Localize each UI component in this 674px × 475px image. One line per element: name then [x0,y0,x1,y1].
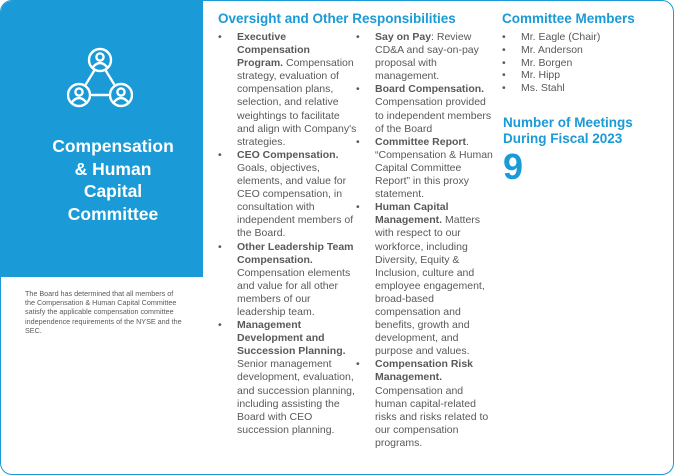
bullet-icon: • [502,31,506,43]
bullet-icon: • [356,83,360,96]
member-name: Mr. Hipp [521,69,561,82]
meetings-count: 9 [503,146,524,187]
responsibility-item [218,31,358,149]
bullet-icon: • [218,148,222,161]
meetings-heading: Number of Meetings During Fiscal 2023 [503,115,633,146]
bullet-icon: • [356,358,360,371]
member-item [502,82,600,95]
bullet-icon: • [502,43,506,56]
responsibility-text: Compensation elements and value for all other members of our leadership team. [237,266,351,318]
committee-title: Compensation & Human Capital Committee [52,136,174,224]
bullet-icon: • [502,56,506,69]
responsibility-title: Management Development and Succession Planning. [237,319,346,358]
responsibility-title: Other Leadership Team Compensation. [237,240,354,266]
bullet-icon: • [218,31,222,43]
oversight-heading: Oversight and Other Responsibilities [218,11,456,26]
responsibility-item [218,319,358,437]
responsibility-text: Compensation and human capital-related risks and risks related to our compensation programs. [375,384,489,449]
responsibility-item [218,149,358,241]
responsibility-item [356,358,494,450]
member-item [502,31,600,44]
bullet-icon: • [218,240,222,253]
responsibility-text: Compensation strategy, evaluation of compensation plans, selection, and relative weightings to facilitate and align with Company's strategies. [237,57,357,148]
responsibility-title: Compensation Risk Management. [375,358,474,384]
responsibility-item [356,201,494,358]
member-name: Mr. Anderson [521,43,583,56]
responsibility-title: Committee Report [375,135,467,148]
responsibility-title: Executive Compensation Program. [237,31,310,70]
bullet-icon: • [502,82,506,95]
responsibility-item [356,83,494,135]
bullet-icon: • [502,69,506,82]
member-item [502,57,600,70]
members-heading: Committee Members [502,11,635,26]
responsibility-text: . “Compensation & Human Capital Committee Report” in this proxy statement. [375,135,493,201]
bullet-icon: • [218,319,222,332]
independence-footnote: The Board has determined that all members of the Compensation & Human Capital Committee satisfy the applicable compensation committee independence requirements of the NYSE and the SEC. [25,289,182,335]
responsibility-title: Human Capital Management. [375,201,449,227]
member-name: Ms. Stahl [521,82,565,95]
people-network-icon [67,47,133,109]
responsibility-item [356,136,494,201]
bullet-icon: • [356,31,360,43]
responsibility-text: Senior management development, evaluation, and succession planning, including assisting the Board with CEO succession planning. [237,358,355,436]
responsibility-title: CEO Compensation. [237,148,339,161]
responsibility-item [218,241,358,320]
responsibility-text: : Review CD&A and say-on-pay proposal with management. [375,31,479,83]
responsibilities-column-2 [356,31,494,450]
responsibility-text: Compensation provided to independent members of the Board [375,96,492,135]
responsibility-title: Say on Pay [375,31,432,43]
responsibilities-column-1 [218,31,358,437]
bullet-icon: • [356,135,360,148]
member-name: Mr. Borgen [521,56,573,69]
responsibility-title: Board Compensation. [375,83,485,96]
bullet-icon: • [356,201,360,214]
member-item [502,69,600,82]
responsibility-item [356,31,494,83]
members-list [502,31,600,95]
member-name: Mr. Eagle (Chair) [521,31,601,43]
committee-panel [1,1,203,277]
member-item [502,44,600,57]
responsibility-text: Matters with respect to our workforce, including Diversity, Equity & Inclusion, culture and employee engagement, broad-based compensation and benefits, growth and development, and purpose and values. [375,214,485,358]
responsibility-text: Goals, objectives, elements, and value for CEO compensation, in consultation with independent members of the Board. [237,161,354,240]
